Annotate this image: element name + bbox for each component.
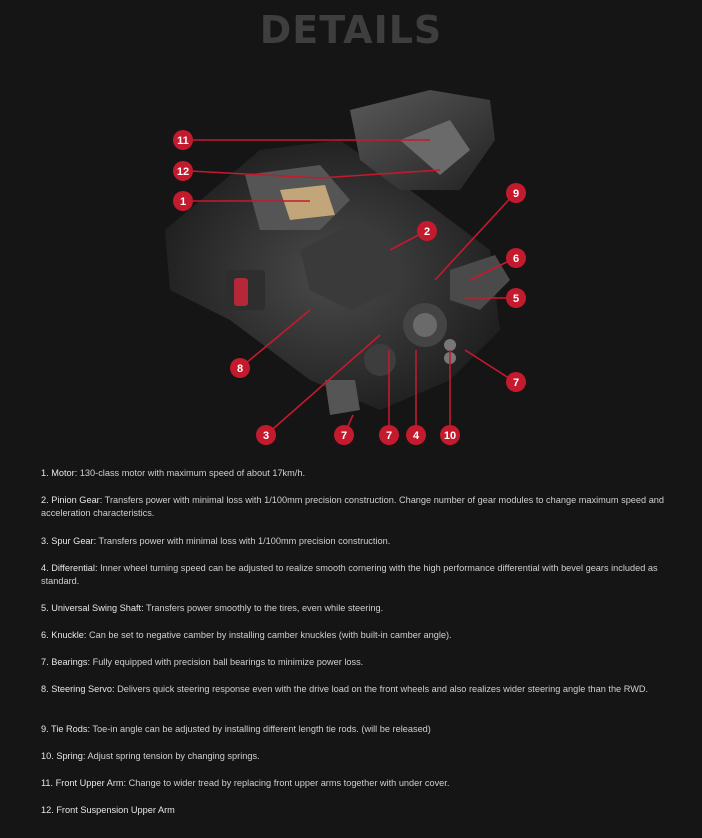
callout-marker	[406, 425, 426, 445]
svg-text:7: 7	[385, 430, 393, 442]
callout-marker	[173, 191, 193, 211]
svg-text:4: 4	[412, 430, 420, 442]
svg-text:8: 8	[236, 363, 244, 375]
detail-item: 12. Front Suspension Upper Arm	[41, 805, 175, 815]
detail-item: 11. Front Upper Arm: Change to wider tread by replacing front upper arms together with under cover.	[41, 778, 450, 788]
callout-marker	[334, 425, 354, 445]
detail-item: 7. Bearings: Fully equipped with precision ball bearings to minimize power loss.	[41, 657, 364, 667]
svg-text:7: 7	[512, 377, 520, 389]
callout-marker	[440, 425, 460, 445]
svg-text:3: 3	[262, 430, 270, 442]
callout-marker	[506, 288, 526, 308]
page-title: DETAILS	[259, 8, 443, 52]
detail-item: 2. Pinion Gear: Transfers power with minimal loss with 1/100mm precision construction. Change number of gear modules to change maximum speed and acceleration characteristics.	[41, 495, 665, 518]
detail-item: 8. Steering Servo: Delivers quick steering response even with the drive load on the front wheels and also realizes wider steering angle than the RWD.	[41, 684, 649, 694]
detail-item: 1. Motor: 130-class motor with maximum speed of about 17km/h.	[41, 468, 306, 478]
callout-marker	[379, 425, 399, 445]
detail-item: 4. Differential: Inner wheel turning speed can be adjusted to realize smooth cornering with the high performance differential with bevel gears included as standard.	[41, 563, 658, 586]
svg-text:2: 2	[423, 226, 431, 238]
detail-item: 5. Universal Swing Shaft: Transfers power smoothly to the tires, even while steering.	[41, 603, 384, 613]
callout-marker	[506, 248, 526, 268]
callout-marker	[256, 425, 276, 445]
detail-item: 3. Spur Gear: Transfers power with minimal loss with 1/100mm precision construction.	[41, 536, 391, 546]
svg-text:5: 5	[512, 293, 520, 305]
callout-marker	[173, 130, 193, 150]
detail-item: 9. Tie Rods: Toe-in angle can be adjusted by installing different length tie rods. (will be released)	[41, 724, 431, 734]
callout-marker	[506, 183, 526, 203]
svg-text:9: 9	[512, 188, 520, 200]
chassis-diagram	[150, 80, 550, 460]
chassis-body	[165, 90, 510, 415]
svg-text:7: 7	[340, 430, 348, 442]
callout-marker	[506, 372, 526, 392]
callout-marker	[173, 161, 193, 181]
detail-item: 10. Spring: Adjust spring tension by changing springs.	[41, 751, 260, 761]
svg-text:1: 1	[179, 196, 187, 208]
svg-text:6: 6	[512, 253, 520, 265]
callout-marker	[230, 358, 250, 378]
svg-text:11: 11	[177, 135, 189, 147]
svg-text:12: 12	[176, 166, 190, 178]
chassis-illustration	[150, 80, 550, 460]
detail-item: 6. Knuckle: Can be set to negative camber by installing camber knuckles (with built-in camber angle).	[41, 630, 452, 640]
callout-marker	[417, 221, 437, 241]
svg-text:10: 10	[443, 430, 457, 442]
